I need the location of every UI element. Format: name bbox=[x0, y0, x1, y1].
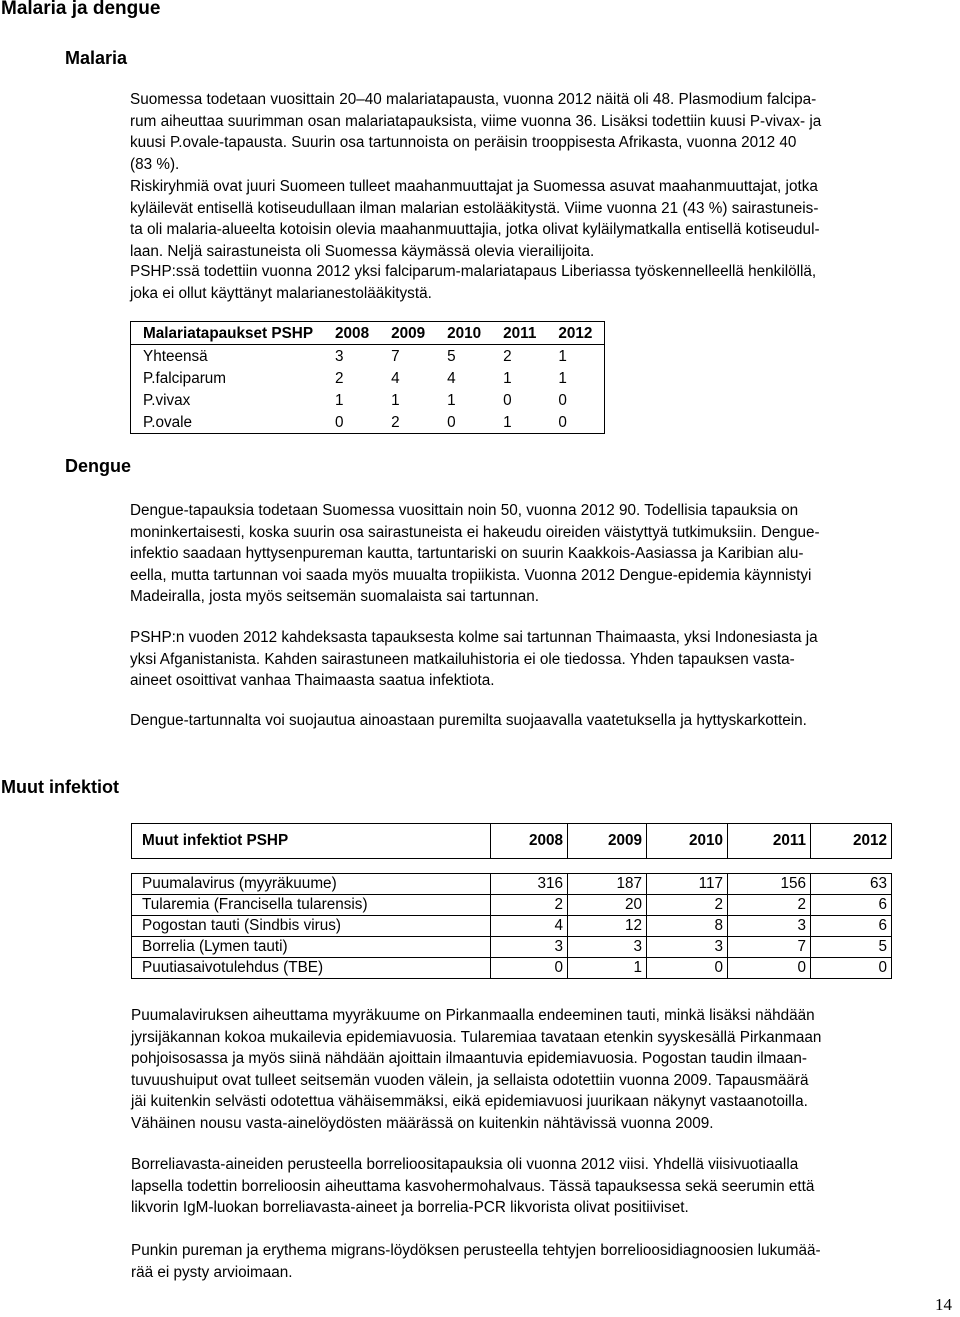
table-cell: Borrelia (Lymen tauti) bbox=[132, 937, 491, 958]
text-line: lapsella todettin borrelioosin aiheuttama kasvohermohalvaus. Tässä tapauksessa sekä seerumin että bbox=[131, 1177, 815, 1195]
text-line: rum aiheuttaa suurimman osan malariatapauksista, viime vuonna 36. Lisäksi todettiin kuusi P-vivax- ja bbox=[130, 112, 822, 130]
table-header-cell: Muut infektiot PSHP bbox=[132, 824, 491, 859]
table-cell: 8 bbox=[647, 916, 728, 937]
table-cell: 2 bbox=[728, 895, 811, 916]
text-line: Borreliavasta-aineiden perusteella borrelioositapauksia oli vuonna 2012 viisi. Yhdellä viisivuotiaalla bbox=[131, 1156, 799, 1173]
table-cell: 0 bbox=[811, 958, 892, 979]
table-header-cell: 2011 bbox=[728, 824, 811, 859]
table-cell: 2 bbox=[647, 895, 728, 916]
table-cell: Yhteensä bbox=[143, 347, 208, 365]
text-line: pohjoisosassa ja myös siinä nähdään ajoittain ilmaantuvia epidemiavuosia. Pogostan taudin ilmaan- bbox=[131, 1050, 808, 1068]
text-line: laan. Neljä sairastuneista oli Suomessa käymässä olevia vierailijoita. bbox=[130, 242, 595, 260]
table-header-row bbox=[132, 824, 892, 859]
table-cell: P.vivax bbox=[143, 391, 191, 409]
dengue-heading: Dengue bbox=[65, 456, 132, 476]
muut-paragraph-3 bbox=[131, 1240, 959, 1283]
table-spacer-cell bbox=[132, 859, 892, 874]
table-header-row bbox=[131, 322, 605, 345]
table-cell: 0 bbox=[503, 391, 512, 409]
text-line: jyrsijäkannan kokoa mukailevia epidemiavuosia. Tularemiaa tavataan etenkin syyskesällä Pirkanmaan bbox=[131, 1028, 822, 1046]
table-header-cell: 2012 bbox=[811, 824, 892, 859]
text-line: yksi Afganistanista. Kahden sairastuneen matkailuhistoria ei ole tiedossa. Yhden tapauksen vasta- bbox=[130, 650, 795, 668]
table-cell: 6 bbox=[811, 916, 892, 937]
table-cell: 0 bbox=[447, 413, 456, 431]
table-cell: 7 bbox=[728, 937, 811, 958]
malaria-paragraph-1 bbox=[130, 89, 960, 175]
table-header-cell: 2010 bbox=[647, 824, 728, 859]
malaria-paragraph-2 bbox=[130, 176, 960, 262]
text-line: Puumalaviruksen aiheuttama myyräkuume on Pirkanmaalla endeeminen tauti, minkä lisäksi nähdään bbox=[131, 1007, 815, 1024]
table-cell: 0 bbox=[491, 958, 568, 979]
table-cell: 3 bbox=[491, 937, 568, 958]
table-cell: 156 bbox=[728, 874, 811, 895]
table-header-cell: 2010 bbox=[437, 322, 493, 345]
table-row bbox=[131, 367, 605, 389]
text-line: joka ei ollut käyttänyt malarianestolääkitystä. bbox=[130, 284, 432, 302]
table-cell: 4 bbox=[491, 916, 568, 937]
text-line: Madeiralla, josta myös seitsemän suomalaista sai tartunnan. bbox=[130, 588, 539, 606]
table-header-cell: 2008 bbox=[325, 322, 381, 345]
text-line: likvorin IgM-luokan borreliavasta-aineet ja borrelia-PCR likvorista olivat positiiviset. bbox=[131, 1199, 689, 1217]
malaria-heading: Malaria bbox=[65, 48, 128, 68]
table-cell: 5 bbox=[811, 937, 892, 958]
text-line: PSHP:ssä todettiin vuonna 2012 yksi falciparum-malariatapaus Liberiassa työskennelleellä henkilöllä, bbox=[130, 263, 817, 280]
table-cell: 6 bbox=[811, 895, 892, 916]
text-line: kyläilevät entisellä kotiseudullaan ilman malarian estolääkitystä. Viime vuonna 21 (43 %) sairastuneis- bbox=[130, 199, 819, 217]
table-cell: 1 bbox=[391, 391, 400, 409]
text-line: Riskiryhmiä ovat juuri Suomeen tulleet maahanmuuttajat ja Suomessa asuvat maahanmuuttajat, jotka bbox=[130, 178, 818, 195]
table-cell: Tularemia (Francisella tularensis) bbox=[132, 895, 491, 916]
table-row bbox=[132, 916, 892, 937]
dengue-paragraph-1 bbox=[130, 500, 959, 608]
malaria-paragraph-3 bbox=[130, 261, 960, 304]
text-line: aineet osoittivat vanhaa Thaimaasta saatua infektiota. bbox=[130, 672, 495, 690]
table-row bbox=[131, 345, 605, 368]
table-cell: P.ovale bbox=[143, 413, 193, 431]
muut-paragraph-1 bbox=[131, 1005, 959, 1135]
table-cell: 3 bbox=[335, 347, 344, 365]
table-cell: 2 bbox=[391, 413, 400, 431]
page-number: 14 bbox=[935, 1295, 952, 1314]
dengue-paragraph-2 bbox=[130, 627, 959, 692]
table-header-cell: 2009 bbox=[381, 322, 437, 345]
table-cell: 7 bbox=[391, 347, 400, 365]
muut-paragraph-2 bbox=[131, 1154, 959, 1219]
table-cell: 3 bbox=[568, 937, 647, 958]
text-line: Dengue-tapauksia todetaan Suomessa vuosittain noin 50, vuonna 2012 90. Todellisia tapauksia on bbox=[130, 502, 799, 519]
table-cell: 1 bbox=[503, 369, 512, 387]
text-line: Vähäinen nousu vasta-ainelöydösten määrässä on kuitenkin nähtävissä vuonna 2009. bbox=[131, 1114, 714, 1132]
table-cell: 0 bbox=[558, 391, 567, 409]
table-cell: 0 bbox=[558, 413, 567, 431]
text-line: jäi kuitenkin selvästi odotettua vähäisemmäksi, eikä epidemiavuosi juurikaan näkynyt vastaanotoilla. bbox=[131, 1093, 808, 1111]
text-line: Suomessa todetaan vuosittain 20–40 malariatapausta, vuonna 2012 näitä oli 48. Plasmodium falcipa- bbox=[130, 91, 817, 108]
other-infections-table bbox=[131, 823, 892, 979]
table-cell: 117 bbox=[647, 874, 728, 895]
table-cell: 0 bbox=[728, 958, 811, 979]
table-row bbox=[132, 895, 892, 916]
text-line: rää ei pysty arvioimaan. bbox=[131, 1263, 293, 1281]
table-cell: Puutiasaivotulehdus (TBE) bbox=[132, 958, 491, 979]
table-header-cell: 2012 bbox=[548, 322, 605, 345]
table-cell: 316 bbox=[491, 874, 568, 895]
text-line: (83 %). bbox=[130, 155, 180, 173]
table-header-cell: 2009 bbox=[568, 824, 647, 859]
table-row bbox=[131, 411, 605, 434]
table-cell: 3 bbox=[647, 937, 728, 958]
text-line: tuvuushuiput ovat tulleet seitsemän vuoden välein, ja sellaista odotettiin vuonna 2009. Tapausmäärä bbox=[131, 1071, 809, 1089]
table-row bbox=[132, 874, 892, 895]
table-header-cell: Malariatapaukset PSHP bbox=[131, 322, 326, 345]
table-cell: Pogostan tauti (Sindbis virus) bbox=[132, 916, 491, 937]
table-cell: 1 bbox=[558, 369, 567, 387]
text-line: PSHP:n vuoden 2012 kahdeksasta tapauksesta kolme sai tartunnan Thaimaasta, yksi Indonesiasta ja bbox=[130, 629, 818, 646]
table-row bbox=[132, 937, 892, 958]
table-row bbox=[131, 389, 605, 411]
text-line: infektio saadaan hyttysenpureman kautta, tartuntariski on suurin Kaakkois-Aasiassa ja Karibian alu- bbox=[130, 545, 804, 563]
text-line: kuusi P.ovale-tapausta. Suurin osa tartunnoista on peräisin trooppisesta Afrikasta, vuonna 2012 40 bbox=[130, 134, 797, 152]
table-cell: P.falciparum bbox=[143, 369, 227, 387]
text-line: Dengue-tartunnalta voi suojautua ainoastaan puremilta suojaavalla vaatetuksella ja hyttyskarkottein. bbox=[130, 712, 807, 729]
table-cell: 1 bbox=[503, 413, 512, 431]
table-cell: 1 bbox=[335, 391, 344, 409]
table-cell: 2 bbox=[491, 895, 568, 916]
table-header-cell: 2011 bbox=[493, 322, 548, 345]
table-cell: 2 bbox=[335, 369, 344, 387]
table-cell: 0 bbox=[647, 958, 728, 979]
dengue-paragraph-3 bbox=[130, 710, 959, 732]
table-cell: 1 bbox=[568, 958, 647, 979]
table-cell: 2 bbox=[503, 347, 512, 365]
table-cell: 1 bbox=[558, 347, 567, 365]
table-cell: 3 bbox=[728, 916, 811, 937]
table-cell: 63 bbox=[811, 874, 892, 895]
table-spacer-row bbox=[132, 859, 892, 874]
table-cell: 5 bbox=[447, 347, 456, 365]
table-cell: 187 bbox=[568, 874, 647, 895]
text-line: Punkin pureman ja erythema migrans-löydöksen perusteella tehtyjen borrelioosidiagnoosien lukumää- bbox=[131, 1242, 821, 1259]
table-cell: Puumalavirus (myyräkuume) bbox=[132, 874, 491, 895]
table-cell: 4 bbox=[391, 369, 400, 387]
text-line: eella, mutta tartunnan voi saada myös muualta tropiikista. Vuonna 2012 Dengue-epidemia käynnistyi bbox=[130, 566, 812, 584]
malaria-cases-table bbox=[130, 321, 605, 434]
table-cell: 4 bbox=[447, 369, 456, 387]
table-cell: 20 bbox=[568, 895, 647, 916]
text-line: moninkertaisesti, koska suurin osa sairastuneista ei hakeudu oireiden väistyttyä tutkimuksiin. Dengue- bbox=[130, 523, 820, 541]
table-cell: 1 bbox=[447, 391, 456, 409]
table-header-cell: 2008 bbox=[491, 824, 568, 859]
page-title: Malaria ja dengue bbox=[1, 0, 161, 19]
table-row bbox=[132, 958, 892, 979]
muut-infektiot-heading: Muut infektiot bbox=[1, 777, 119, 797]
table-cell: 12 bbox=[568, 916, 647, 937]
text-line: ta oli malaria-alueelta kotoisin olevia maahanmuuttajia, jotka olivat kyläilymatkalla entisellä kotiseudul- bbox=[130, 221, 820, 239]
table-cell: 0 bbox=[335, 413, 344, 431]
